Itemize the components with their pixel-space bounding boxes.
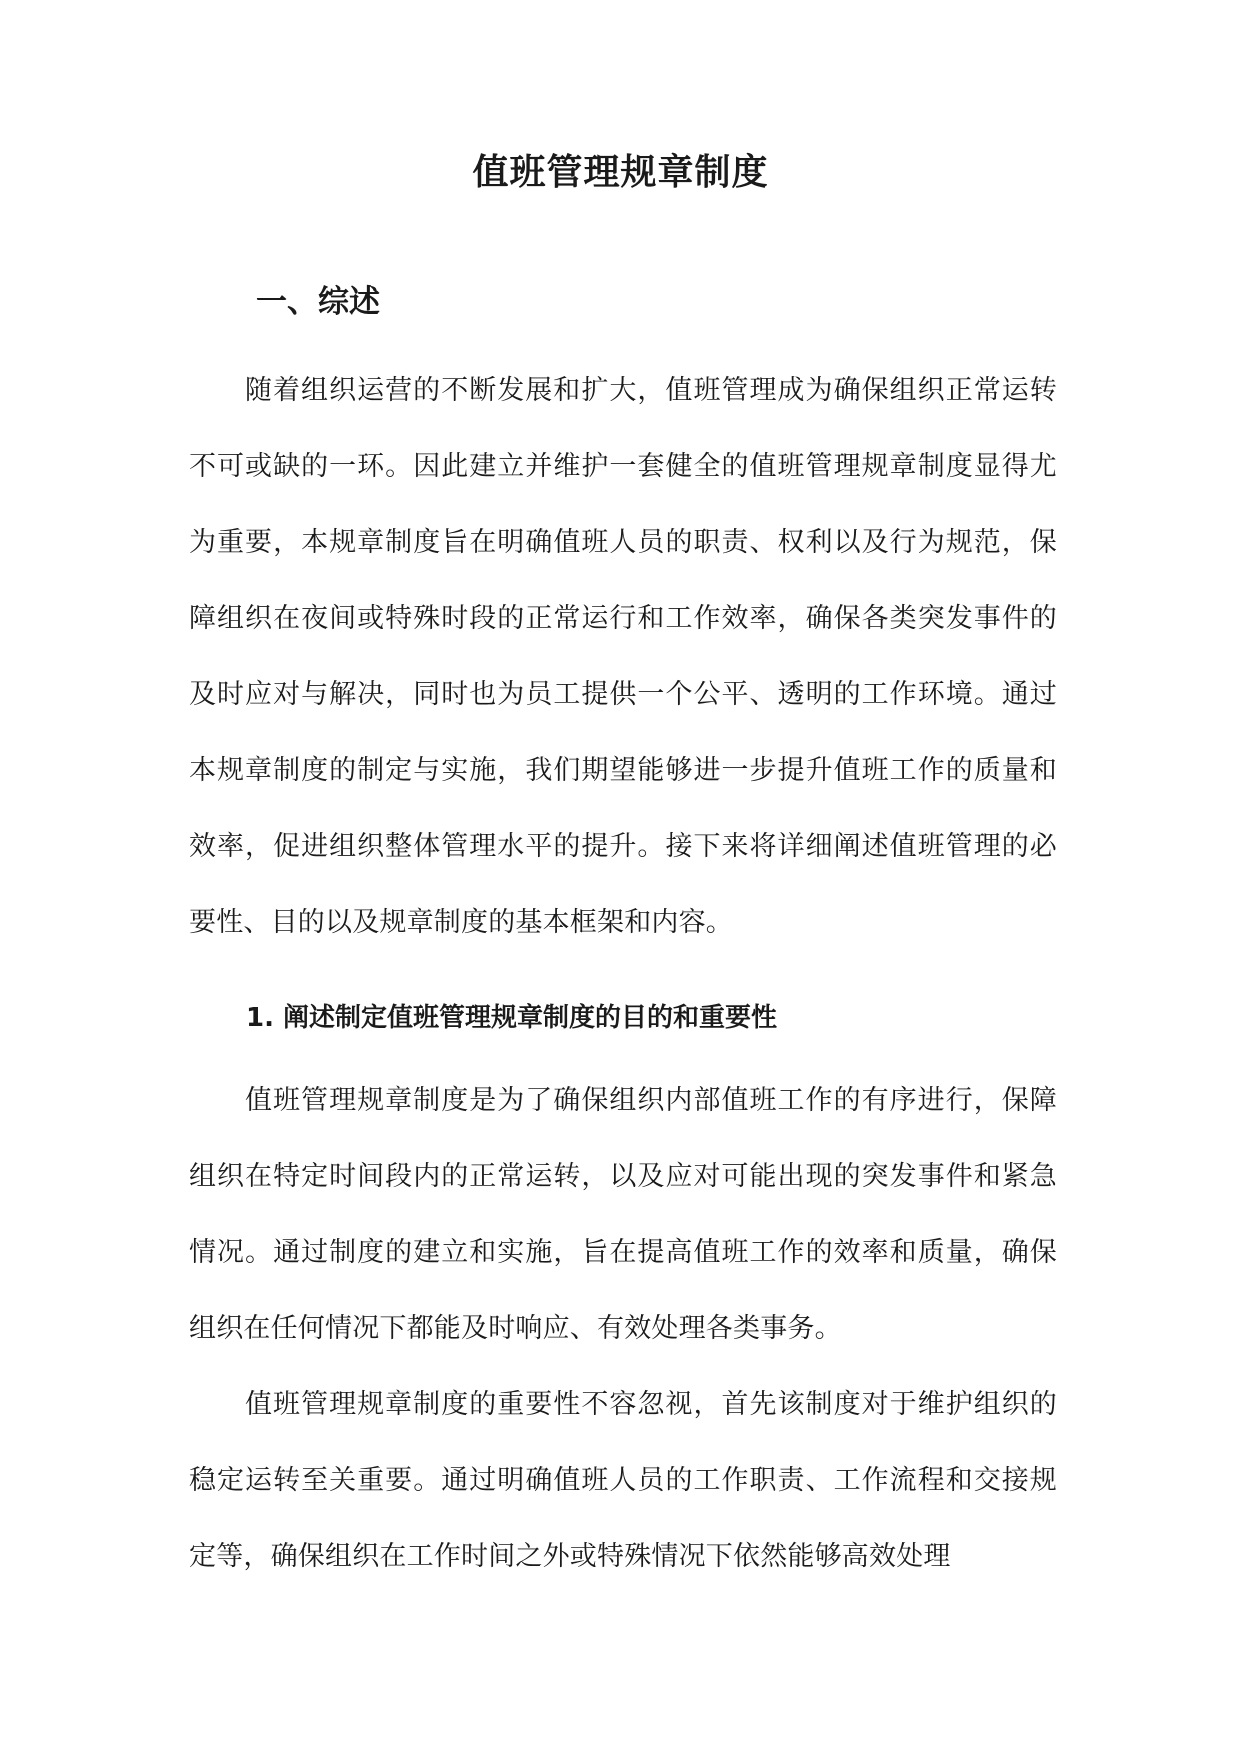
body-paragraph: 随着组织运营的不断发展和扩大，值班管理成为确保组织正常运转不可或缺的一环。因此建立并维护一套健全的值班管理规章制度显得尤为重要，本规章制度旨在明确值班人员的职责、权利以及行为规范，保障组织在夜间或特殊时段的正常运行和工作效率，确保各类突发事件的及时应对与解决，同时也为员工提供一个公平、透明的工作环境。通过本规章制度的制定与实施，我们期望能够进一步提升值班工作的质量和效率，促进组织整体管理水平的提升。接下来将详细阐述值班管理的必要性、目的以及规章制度的基本框架和内容。 — [189, 375, 1057, 938]
subsection-heading: 1. 阐述制定值班管理规章制度的目的和重要性 — [246, 1003, 778, 1033]
document-title: 值班管理规章制度 — [472, 152, 769, 193]
body-paragraph: 值班管理规章制度的重要性不容忽视，首先该制度对于维护组织的稳定运转至关重要。通过明确值班人员的工作职责、工作流程和交接规定等，确保组织在工作时间之外或特殊情况下依然能够高效处理 — [189, 1389, 1057, 1572]
section-heading: 一、综述 — [256, 284, 380, 320]
body-paragraph: 值班管理规章制度是为了确保组织内部值班工作的有序进行，保障组织在特定时间段内的正常运转，以及应对可能出现的突发事件和紧急情况。通过制度的建立和实施，旨在提高值班工作的效率和质量，确保组织在任何情况下都能及时响应、有效处理各类事务。 — [189, 1085, 1057, 1344]
